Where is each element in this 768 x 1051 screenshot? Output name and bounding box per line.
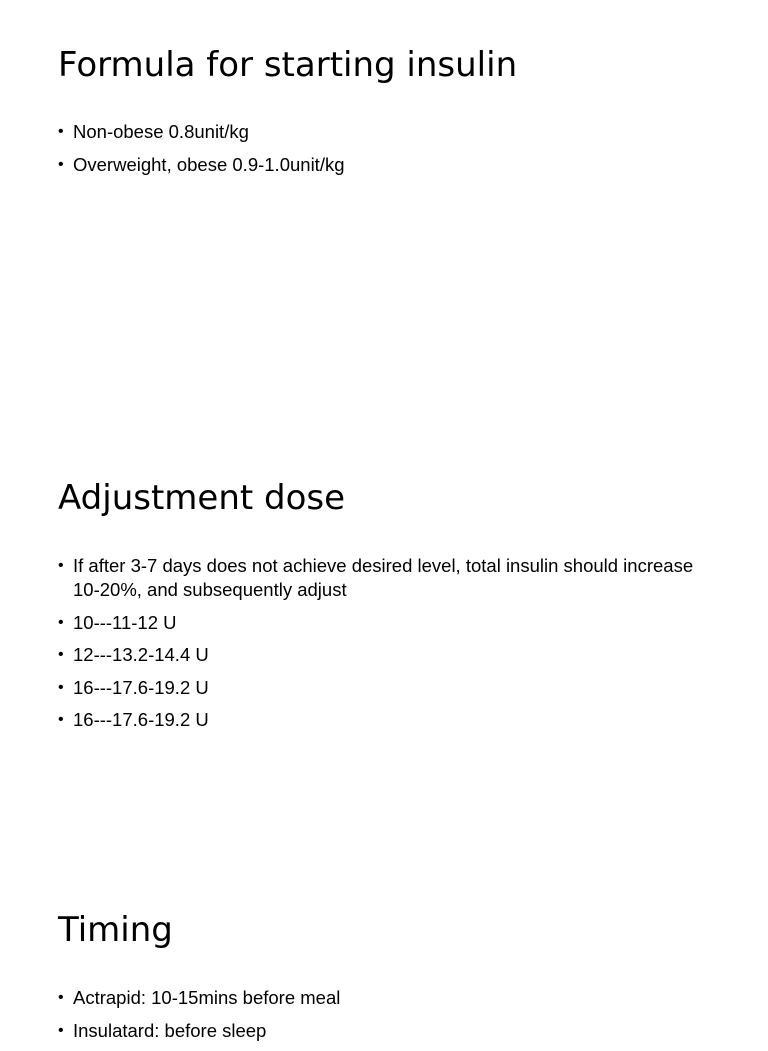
bullet-icon: • [58,1021,64,1039]
bullet-icon: • [58,711,64,728]
list-item [58,676,698,700]
list-item-text: 12---13.2-14.4 U [73,644,209,665]
list-item [58,554,698,602]
list-item-text: Actrapid: 10-15mins before meal [73,987,341,1008]
list-item [58,986,698,1010]
list-item [58,1019,698,1043]
list-item-text: 16---17.6-19.2 U [73,709,209,730]
list-item [58,611,698,635]
list-item-text: Insulatard: before sleep [73,1019,267,1041]
bullet-icon: • [58,989,64,1006]
slide-title: Adjustment dose [58,478,346,518]
bullet-icon: • [58,613,64,631]
bullet-icon: • [58,123,64,140]
slide-title: Timing [58,910,173,950]
list-item-text: Non-obese 0.8unit/kg [73,121,249,142]
bullet-list [58,554,698,741]
bullet-list [58,120,698,185]
bullet-icon: • [58,678,64,696]
list-item [58,120,698,144]
slide-title: Formula for starting insulin [58,45,518,85]
list-item [58,643,698,667]
list-item [58,708,698,732]
list-item-text: If after 3-7 days does not achieve desired level, total insulin should increase 10-20%, and subsequently adjust [73,555,694,600]
list-item-text: 10---11-12 U [73,611,177,633]
bullet-icon: • [58,155,64,173]
list-item-text: 16---17.6-19.2 U [73,676,209,698]
bullet-list [58,986,698,1051]
list-item-text: Overweight, obese 0.9-1.0unit/kg [73,153,345,175]
bullet-icon: • [58,557,64,574]
bullet-icon: • [58,646,64,663]
list-item [58,153,698,177]
